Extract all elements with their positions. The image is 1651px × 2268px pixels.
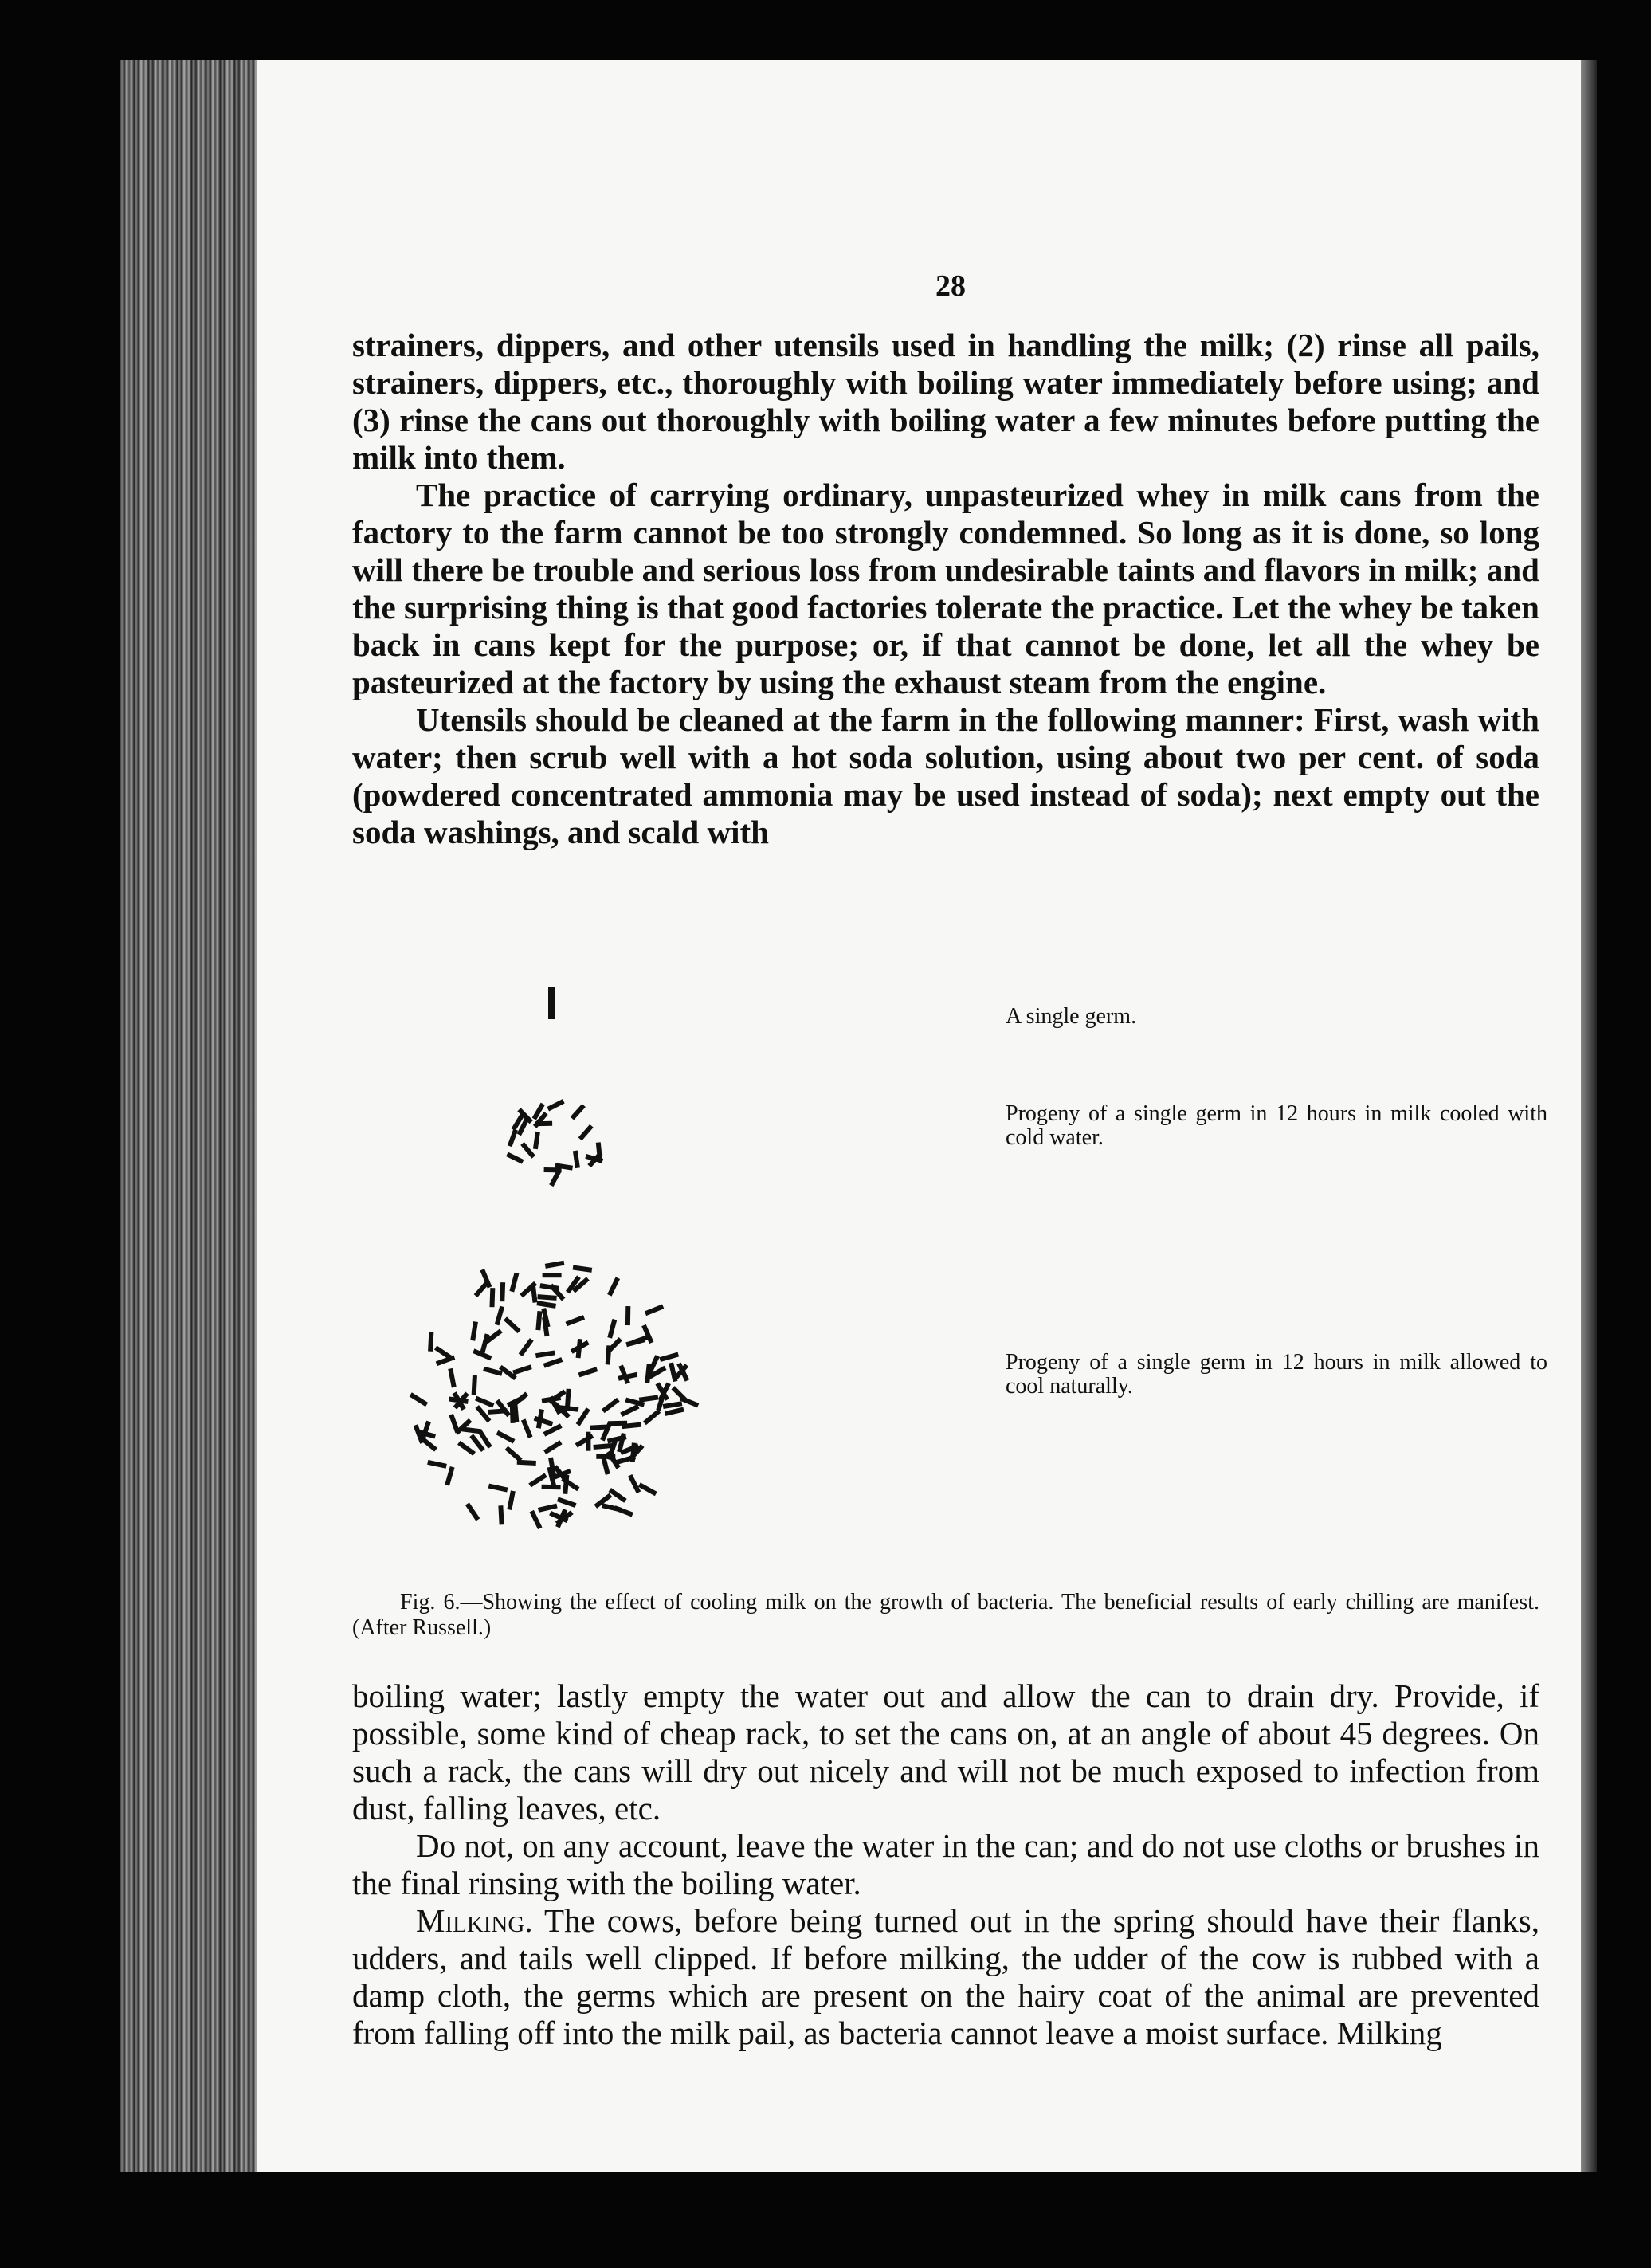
- paragraph-milking: [352, 1902, 1539, 2052]
- bacterium-mark: [578, 1367, 598, 1377]
- bacterium-mark: [607, 1277, 620, 1296]
- bacterium-mark: [508, 1129, 518, 1148]
- bacterium-mark: [507, 1490, 515, 1510]
- bacterium-mark: [628, 1474, 641, 1493]
- bacterium-mark: [543, 1423, 563, 1436]
- bacterium-mark: [639, 1395, 659, 1402]
- label-single-germ: A single germ.: [1006, 1004, 1137, 1029]
- bacterium-mark: [602, 1503, 622, 1512]
- bacterium-mark: [607, 1319, 617, 1339]
- bacterium-mark: [537, 1294, 556, 1301]
- paragraph-drain-rack: boiling water; lastly empty the water out and allow the can to drain dry. Provide, if possible, some kind of cheap rack, to set the cans on, at an angle of about 45 degrees. On such a rack, the cans will dry out nicely and will not be much exposed to infection from dust, falling leaves, etc.: [352, 1677, 1539, 1827]
- bacterium-mark: [530, 1510, 543, 1529]
- bacterium-mark: [520, 1142, 535, 1159]
- text-block-top: [352, 327, 1539, 851]
- bacterium-mark: [566, 1315, 586, 1326]
- bacterium-mark: [543, 1440, 563, 1454]
- bacterium-mark: [593, 1443, 612, 1450]
- bacterium-mark: [496, 1430, 515, 1444]
- bacterium-mark: [545, 1261, 565, 1269]
- bacterium-mark: [536, 1301, 556, 1309]
- single-germ-mark: [548, 987, 555, 1019]
- bacterium-mark: [531, 1283, 538, 1303]
- bacterium-mark: [547, 1099, 564, 1111]
- bacterium-mark: [445, 1466, 454, 1486]
- paragraph-final-rinse: Do not, on any account, leave the water in the can; and do not use cloths or brushes in the final rinsing with the boiling water.: [352, 1827, 1539, 1901]
- bacterium-mark: [571, 1104, 586, 1120]
- label-cool-naturally: Progeny of a single germ in 12 hours in milk allowed to cool naturally.: [1006, 1350, 1547, 1399]
- bacterium-mark: [509, 1273, 519, 1293]
- bacterium-mark: [575, 1434, 594, 1448]
- bacterium-mark: [608, 1421, 627, 1426]
- bacterium-mark: [573, 1150, 580, 1168]
- bacterium-mark: [465, 1502, 480, 1521]
- page-right-edge: [1581, 60, 1597, 2172]
- bacterium-mark: [665, 1407, 684, 1416]
- bacterium-mark: [489, 1288, 495, 1307]
- book-spine-edge: [120, 60, 259, 2172]
- bacterium-mark: [596, 1454, 615, 1459]
- bacterium-mark: [410, 1392, 429, 1407]
- paragraph-utensils-rinse: strainers, dippers, and other utensils used in handling the milk; (2) rinse all pails, strainers, dippers, etc., thoroughly with boiling water immediately before using; and (3) rinse the cans out thoroughly with boiling water a few minutes before putting the milk into them.: [352, 327, 1539, 476]
- bacterium-mark: [547, 1390, 566, 1404]
- bacterium-mark: [495, 1306, 504, 1326]
- paragraph-utensil-cleaning: Utensils should be cleaned at the farm in the following manner: First, wash with water; then scrub well with a hot soda solution, using about two per cent. of soda (powdered concentrated ammonia may be used instead of soda); next empty out the soda washings, and scald with: [352, 701, 1539, 850]
- book-page: [257, 60, 1581, 2172]
- bacterium-mark: [538, 1504, 558, 1513]
- bacterium-mark: [620, 1404, 639, 1417]
- milking-heading: Milking.: [416, 1902, 533, 1939]
- figure-bacteria-growth: [352, 976, 1547, 1662]
- bacterium-mark: [625, 1306, 630, 1325]
- bacterium-mark: [643, 1409, 661, 1425]
- bacterium-mark: [457, 1441, 476, 1456]
- bacterium-mark: [448, 1368, 456, 1388]
- bacterium-mark: [533, 1132, 540, 1150]
- bacterium-mark: [543, 1357, 563, 1367]
- bacterium-mark: [504, 1316, 521, 1333]
- figure-caption: Fig. 6.—Showing the effect of cooling milk on the growth of bacteria. The beneficial results of early chilling are manifest. (After Russell.): [352, 1590, 1539, 1640]
- text-block-bottom: [352, 1677, 1539, 2052]
- bacterium-mark: [542, 1485, 561, 1489]
- label-cooled-water: Progeny of a single germ in 12 hours in milk cooled with cold water.: [1006, 1101, 1547, 1150]
- bacterium-mark: [498, 1505, 504, 1524]
- paragraph-whey-practice: The practice of carrying ordinary, unpasteurized whey in milk cans from the factory to the farm cannot be too strongly condemned. So long as it is done, so long will there be trouble and serious loss from undesirable taints and flavors in milk; and the surprising thing is that good factories tolerate the practice. Let the whey be taken back in cans kept for the purpose; or, if that cannot be done, let all the whey be pasteurized at the factory by using the exhaust steam from the engine.: [352, 477, 1539, 700]
- bacteria-illustration: [352, 976, 990, 1582]
- bacterium-mark: [578, 1124, 594, 1141]
- bacterium-mark: [519, 1338, 534, 1356]
- bacterium-mark: [470, 1321, 478, 1341]
- bacterium-mark: [521, 1418, 533, 1438]
- bacterium-mark: [565, 1389, 571, 1408]
- bacterium-mark: [500, 1282, 505, 1301]
- bacterium-mark: [680, 1396, 700, 1408]
- bacterium-mark: [488, 1484, 508, 1493]
- page-number: 28: [935, 269, 966, 303]
- bacterium-mark: [512, 1364, 532, 1375]
- bacterium-mark: [427, 1460, 447, 1469]
- bacterium-mark: [659, 1352, 679, 1362]
- bacterium-mark: [663, 1401, 683, 1409]
- bacterium-mark: [434, 1346, 453, 1360]
- bacterium-mark: [645, 1305, 665, 1316]
- bacterium-mark: [472, 1375, 477, 1395]
- bacterium-mark: [506, 1152, 524, 1164]
- bacterium-mark: [535, 1311, 542, 1330]
- bacterium-mark: [505, 1446, 523, 1462]
- cooled-milk-colony: [506, 1099, 603, 1187]
- bacterium-mark: [638, 1482, 657, 1496]
- bacterium-mark: [557, 1497, 577, 1507]
- bacterium-mark: [517, 1460, 536, 1466]
- natural-cooling-colony: [410, 1261, 700, 1529]
- milking-text: The cows, before being turned out in the spring should have their flanks, udders, and tails well clipped. If before milking, the udder of the cow is rubbed with a damp cloth, the germs which are present on the hairy coat of the animal are prevented from falling off into the milk pail, as bacteria cannot leave a moist surface. Milking: [352, 1902, 1540, 2051]
- bacterium-mark: [534, 1416, 554, 1426]
- bacterium-mark: [602, 1398, 620, 1413]
- bacterium-mark: [573, 1265, 593, 1273]
- bacterium-mark: [428, 1332, 433, 1352]
- bacterium-mark: [543, 1273, 562, 1277]
- bacterium-mark: [535, 1350, 555, 1358]
- bacterium-mark: [609, 1488, 627, 1503]
- bacterium-mark: [496, 1399, 512, 1418]
- bacterium-mark: [449, 1414, 460, 1434]
